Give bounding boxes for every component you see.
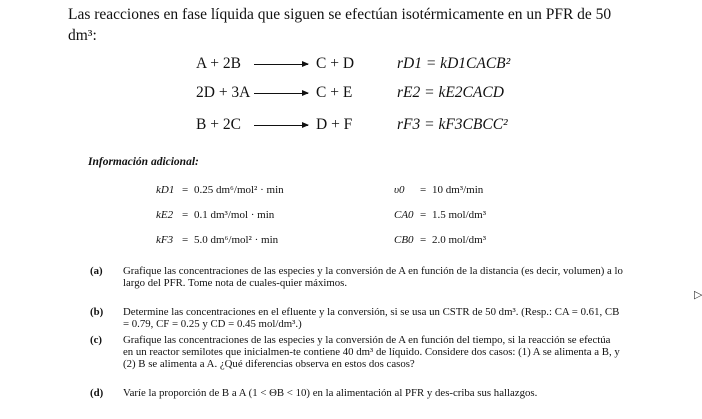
reaction-3 <box>196 116 526 136</box>
param-name: CA0 <box>394 209 414 221</box>
param-name: kF3 <box>156 234 174 246</box>
param-value: 5.0 dm⁶/mol² · min <box>194 234 279 246</box>
reaction-products: C + E <box>316 84 353 101</box>
rate-law: rE2 = kE2CACD <box>397 84 504 101</box>
info-heading: Información adicional: <box>88 156 199 168</box>
param-name: CB0 <box>394 234 414 246</box>
reaction-reactants: A + 2B <box>196 55 241 72</box>
param-value: 2.0 mol/dm³ <box>432 234 487 246</box>
reaction-products: D + F <box>316 116 353 133</box>
equals-sign: = <box>420 209 427 221</box>
equals-sign: = <box>420 234 427 246</box>
question-a <box>90 265 630 301</box>
param-name: kE2 <box>156 209 174 221</box>
question-text: Grafique las concentraciones de las especies y la conversión de A en función de la distancia (es decir, volumen) a lo largo del PFR. Tome nota de cuales-quier máximos. <box>123 265 623 289</box>
param-left-1 <box>156 184 356 198</box>
equals-sign: = <box>182 209 189 221</box>
param-right-3 <box>394 234 554 248</box>
question-d <box>90 387 630 413</box>
equals-sign: = <box>182 234 189 246</box>
param-value: 10 dm³/min <box>432 184 484 196</box>
rate-law: rD1 = kD1CACB² <box>397 55 511 72</box>
problem-intro: Las reacciones en fase líquida que siguen se efectúan isotérmicamente en un PFR de 50 dm³: <box>68 6 612 44</box>
param-name: kD1 <box>156 184 175 196</box>
param-right-1 <box>394 184 554 198</box>
param-right-2 <box>394 209 554 223</box>
question-text: Grafique las concentraciones de las especies y la conversión de A en función del tiempo, si la reacción se efectúa en un reactor semilotes que inicialmen-te contiene 40 dm³ de líquido. Considere dos casos: (1) A se alimenta a B, y (2) B se alimenta a A. ¿Qué diferencias observa en estos dos casos? <box>123 334 620 370</box>
param-value: 1.5 mol/dm³ <box>432 209 487 221</box>
reaction-reactants: 2D + 3A <box>196 84 251 101</box>
reaction-2 <box>196 84 526 104</box>
question-text: Varíe la proporción de B a A (1 < ΘB < 10) en la alimentación al PFR y des-criba sus hallazgos. <box>123 387 538 399</box>
question-letter: (c) <box>90 334 102 346</box>
reaction-arrow-icon <box>254 93 308 94</box>
reaction-1 <box>196 55 526 75</box>
cursor-icon: ▷ <box>694 289 702 301</box>
rate-law: rF3 = kF3CBCC² <box>397 116 508 133</box>
param-value: 0.25 dm⁶/mol² · min <box>194 184 284 196</box>
param-left-3 <box>156 234 356 248</box>
question-letter: (b) <box>90 306 104 318</box>
question-b <box>90 306 630 330</box>
reaction-arrow-icon <box>254 125 308 126</box>
reaction-products: C + D <box>316 55 355 72</box>
question-text: Determine las concentraciones en el efluente y la conversión, si se usa un CSTR de 50 dm³. (Resp.: CA = 0.61, CB = 0.79, CF = 0.25 y CD = 0.45 mol/dm³.) <box>123 306 620 330</box>
param-left-2 <box>156 209 356 223</box>
equals-sign: = <box>420 184 427 196</box>
question-c <box>90 334 630 384</box>
question-letter: (d) <box>90 387 104 399</box>
question-letter: (a) <box>90 265 103 277</box>
reaction-arrow-icon <box>254 64 308 65</box>
reaction-reactants: B + 2C <box>196 116 241 133</box>
param-name: υ0 <box>394 184 405 196</box>
param-value: 0.1 dm³/mol · min <box>194 209 275 221</box>
equals-sign: = <box>182 184 189 196</box>
